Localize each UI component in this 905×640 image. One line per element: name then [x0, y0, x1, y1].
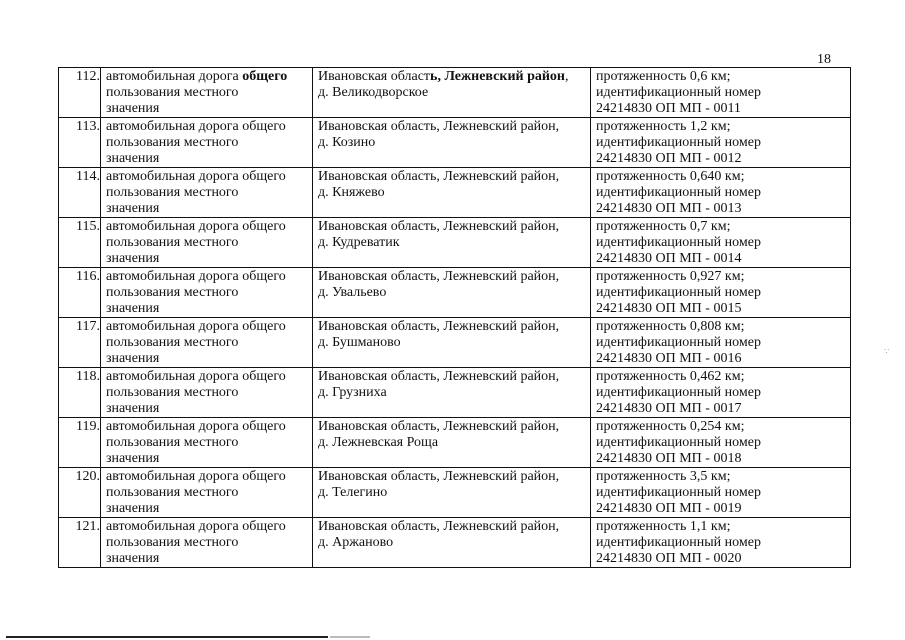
location-cell: Ивановская область, Лежневский район, д. Телегино: [313, 468, 591, 518]
road-info-cell: протяженность 1,2 км; идентификационный номер 24214830 ОП МП - 0012: [591, 118, 851, 168]
roads-table: [58, 67, 851, 568]
table-row: [59, 268, 851, 318]
road-info-cell: протяженность 0,254 км; идентификационный номер 24214830 ОП МП - 0018: [591, 418, 851, 468]
road-name-cell: автомобильная дорога общего пользования местного значения: [101, 418, 313, 468]
footer-rule: [6, 636, 328, 638]
table-row: [59, 518, 851, 568]
table-row: [59, 468, 851, 518]
table-row: [59, 168, 851, 218]
location-cell: Ивановская область, Лежневский район, д. Аржаново: [313, 518, 591, 568]
road-name-cell: автомобильная дорога общего пользования местного значения: [101, 518, 313, 568]
row-number: 121.: [59, 518, 101, 568]
row-number: 114.: [59, 168, 101, 218]
road-name-cell: автомобильная дорога общего пользования местного значения: [101, 468, 313, 518]
road-name-rest-text: пользования местного значения: [106, 85, 239, 116]
road-info-cell: протяженность 0,808 км; идентификационный номер 24214830 ОП МП - 0016: [591, 318, 851, 368]
road-info-cell: протяженность 0,7 км; идентификационный номер 24214830 ОП МП - 0014: [591, 218, 851, 268]
road-name-cell: автомобильная дорога общего пользования местного значения: [101, 318, 313, 368]
road-info-cell: протяженность 0,462 км; идентификационный номер 24214830 ОП МП - 0017: [591, 368, 851, 418]
table-row: [59, 118, 851, 168]
location-cell: Ивановская область, Лежневский район, д. Лежневская Роща: [313, 418, 591, 468]
row-number: 116.: [59, 268, 101, 318]
location-bold-text: ь, Лежневский район: [430, 69, 565, 84]
footer-faint-rule: [330, 636, 370, 638]
table-row: [59, 218, 851, 268]
road-name-cell: автомобильная дорога общего пользования местного значения: [101, 368, 313, 418]
road-info-cell: протяженность 0,927 км; идентификационный номер 24214830 ОП МП - 0015: [591, 268, 851, 318]
row-number: 117.: [59, 318, 101, 368]
road-name-bold-text: общего: [242, 69, 288, 84]
road-info-cell: протяженность 1,1 км; идентификационный номер 24214830 ОП МП - 0020: [591, 518, 851, 568]
table-row: [59, 318, 851, 368]
road-name-cell: [101, 68, 313, 118]
row-number: 113.: [59, 118, 101, 168]
location-cell: [313, 68, 591, 118]
road-info-cell: протяженность 3,5 км; идентификационный номер 24214830 ОП МП - 0019: [591, 468, 851, 518]
scan-speck: ∵: [884, 347, 890, 356]
road-name-cell: автомобильная дорога общего пользования местного значения: [101, 118, 313, 168]
location-cell: Ивановская область, Лежневский район, д. Бушманово: [313, 318, 591, 368]
location-text: Ивановская област: [318, 69, 431, 84]
location-cell: Ивановская область, Лежневский район, д. Увальево: [313, 268, 591, 318]
location-cell: Ивановская область, Лежневский район, д. Грузниха: [313, 368, 591, 418]
table-row: [59, 368, 851, 418]
road-info-cell: протяженность 0,640 км; идентификационный номер 24214830 ОП МП - 0013: [591, 168, 851, 218]
road-name-text: автомобильная дорога: [106, 69, 243, 84]
location-cell: Ивановская область, Лежневский район, д. Княжево: [313, 168, 591, 218]
road-name-cell: автомобильная дорога общего пользования местного значения: [101, 268, 313, 318]
table-row: [59, 418, 851, 468]
road-name-cell: автомобильная дорога общего пользования местного значения: [101, 168, 313, 218]
road-info-cell: протяженность 0,6 км; идентификационный номер 24214830 ОП МП - 0011: [591, 68, 851, 118]
road-name-cell: автомобильная дорога общего пользования местного значения: [101, 218, 313, 268]
row-number: 118.: [59, 368, 101, 418]
row-number: 119.: [59, 418, 101, 468]
row-number: 112.: [59, 68, 101, 118]
page-number: 18: [817, 52, 831, 67]
location-rest-text: , д. Великодворское: [318, 69, 569, 100]
location-cell: Ивановская область, Лежневский район, д. Кудреватик: [313, 218, 591, 268]
location-cell: Ивановская область, Лежневский район, д. Козино: [313, 118, 591, 168]
row-number: 115.: [59, 218, 101, 268]
table-row: [59, 68, 851, 118]
row-number: 120.: [59, 468, 101, 518]
